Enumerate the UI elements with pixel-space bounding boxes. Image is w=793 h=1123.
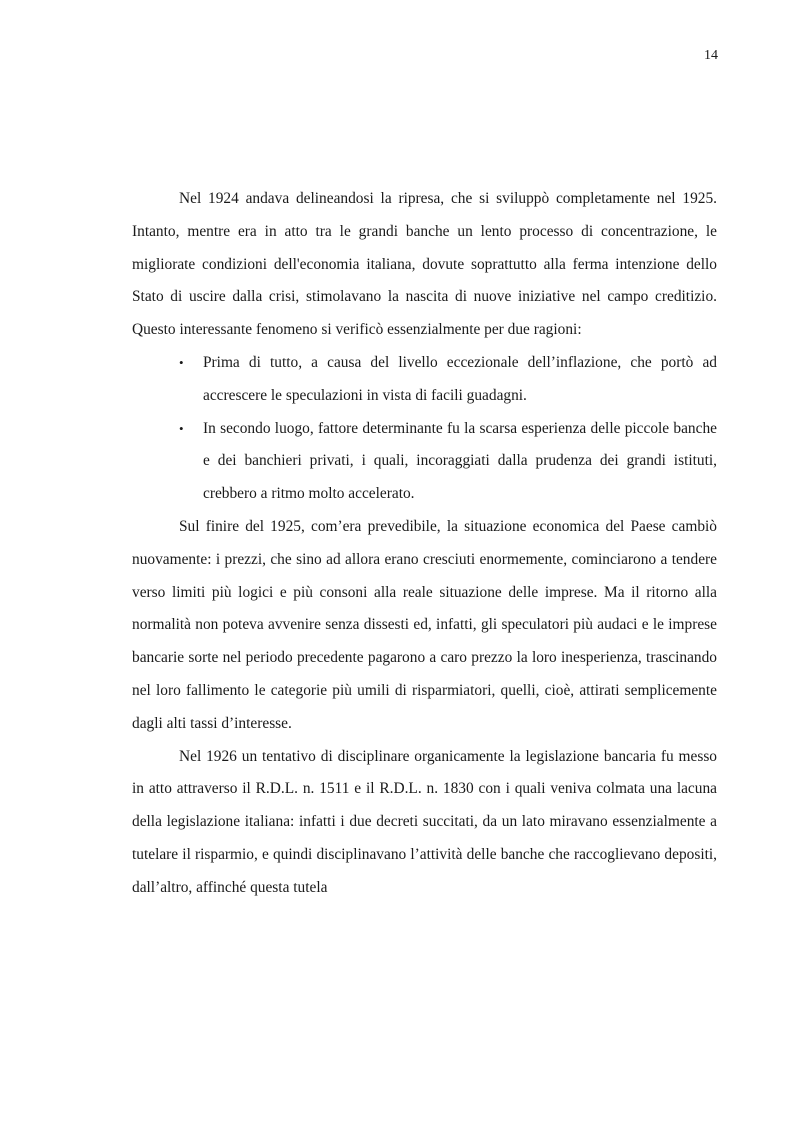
- list-item-text: In secondo luogo, fattore determinante fu la scarsa esperienza delle piccole banche e dei banchieri privati, i quali, incoraggiati dalla prudenza dei grandi istituti, crebbero a ritmo molto accelerato.: [203, 419, 717, 503]
- bullet-icon: •: [179, 354, 184, 370]
- list-item-text: Prima di tutto, a causa del livello eccezionale dell’inflazione, che portò ad accrescere le speculazioni in vista di facili guadagni.: [203, 353, 717, 404]
- list-item: [132, 347, 717, 413]
- page-number: 14: [704, 48, 718, 63]
- paragraph: Nel 1926 un tentativo di disciplinare organicamente la legislazione bancaria fu messo in atto attraverso il R.D.L. n. 1511 e il R.D.L. n. 1830 con i quali veniva colmata una lacuna della legislazione italiana: infatti i due decreti succitati, da un lato miravano essenzialmente a tutelare il risparmio, e quindi disciplinavano l’attività delle banche che raccoglievano depositi, dall’altro, affinché questa tutela: [132, 747, 717, 896]
- bullet-list: [132, 347, 717, 511]
- bullet-icon: •: [179, 420, 184, 436]
- body-text: [132, 183, 717, 905]
- paragraph: Sul finire del 1925, com’era prevedibile, la situazione economica del Paese cambiò nuovamente: i prezzi, che sino ad allora erano cresciuti enormemente, cominciarono a tendere verso limiti più logici e più consoni alla reale situazione delle imprese. Ma il ritorno alla normalità non poteva avvenire senza dissesti ed, infatti, gli speculatori più audaci e le imprese bancarie sorte nel periodo precedente pagarono a caro prezzo la loro inesperienza, trascinando nel loro fallimento le categorie più umili di risparmiatori, quelli, cioè, attirati semplicemente dagli alti tassi d’interesse.: [132, 517, 717, 732]
- paragraph: Nel 1924 andava delineandosi la ripresa, che si sviluppò completamente nel 1925. Intanto, mentre era in atto tra le grandi banche un lento processo di concentrazione, le migliorate condizioni dell'economia italiana, dovute soprattutto alla ferma intenzione dello Stato di uscire dalla crisi, stimolavano la nascita di nuove iniziative nel campo creditizio. Questo interessante fenomeno si verificò essenzialmente per due ragioni:: [132, 190, 717, 339]
- list-item: [132, 413, 717, 511]
